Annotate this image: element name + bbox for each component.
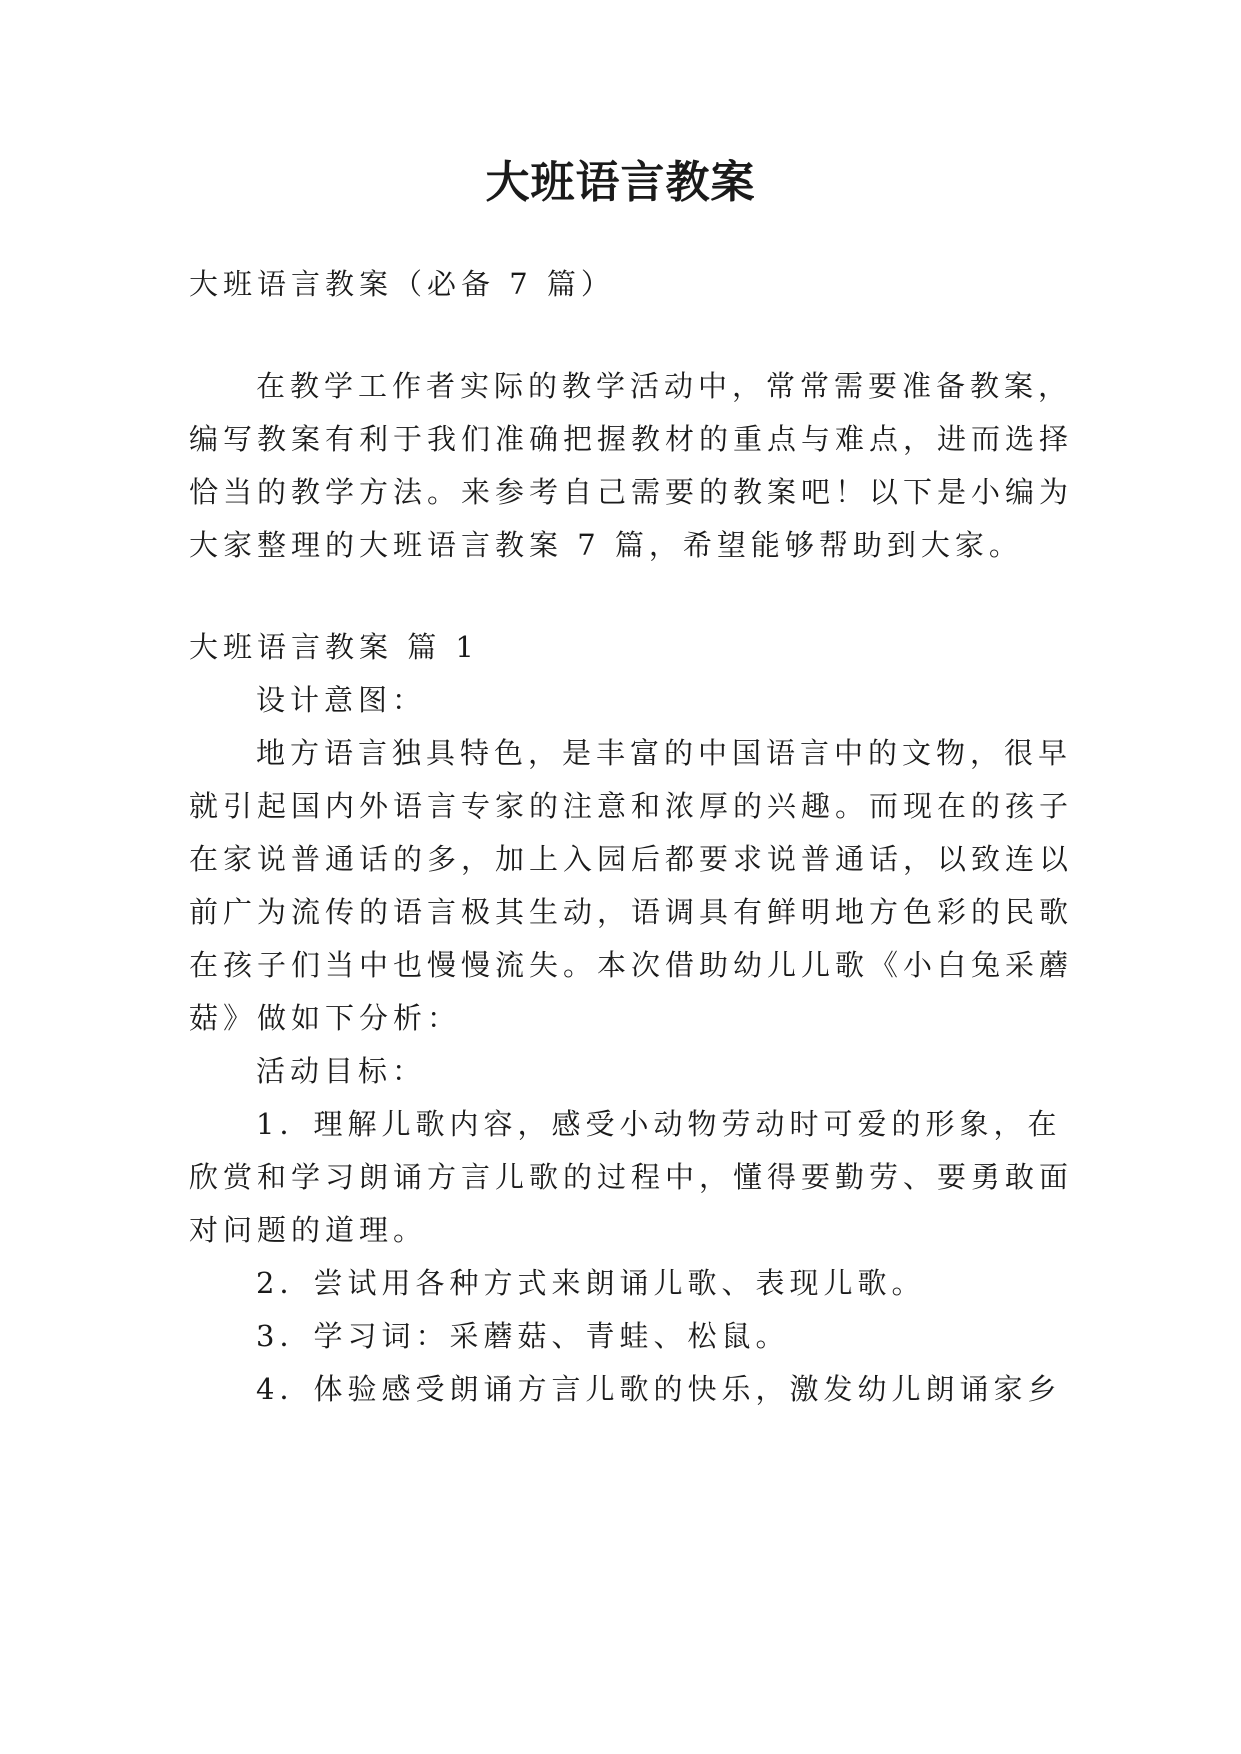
section-heading: 大班语言教案 篇 1 [189, 630, 479, 664]
design-line: 就引起国内外语言专家的注意和浓厚的兴趣。而现在的孩子 [189, 789, 1074, 823]
intro-line: 恰当的教学方法。来参考自己需要的教案吧！以下是小编为 [189, 475, 1074, 509]
goals-heading: 活动目标： [256, 1054, 427, 1088]
design-heading: 设计意图： [256, 683, 427, 717]
intro-line: 在教学工作者实际的教学活动中，常常需要准备教案， [256, 369, 1073, 403]
intro-line: 大家整理的大班语言教案 7 篇，希望能够帮助到大家。 [189, 528, 1023, 562]
goal-line: 欣赏和学习朗诵方言儿歌的过程中，懂得要勤劳、要勇敢面 [189, 1160, 1074, 1194]
document-title: 大班语言教案 [485, 157, 756, 208]
goal-line: 4．体验感受朗诵方言儿歌的快乐，激发幼儿朗诵家乡 [256, 1372, 1062, 1406]
intro-line: 编写教案有利于我们准确把握教材的重点与难点，进而选择 [189, 422, 1074, 456]
goal-line: 3．学习词：采蘑菇、青蛙、松鼠。 [256, 1319, 790, 1353]
goal-line: 对问题的道理。 [189, 1213, 428, 1247]
goal-line: 2．尝试用各种方式来朗诵儿歌、表现儿歌。 [256, 1266, 926, 1300]
design-line: 前广为流传的语言极其生动，语调具有鲜明地方色彩的民歌 [189, 895, 1074, 929]
design-line: 在家说普通话的多，加上入园后都要求说普通话，以致连以 [189, 842, 1074, 876]
document-subtitle: 大班语言教案（必备 7 篇） [189, 267, 615, 301]
design-line: 在孩子们当中也慢慢流失。本次借助幼儿儿歌《小白兔采蘑 [189, 948, 1074, 982]
design-line: 地方语言独具特色，是丰富的中国语言中的文物，很早 [256, 736, 1073, 770]
design-line: 菇》做如下分析： [189, 1001, 462, 1035]
goal-line: 1．理解儿歌内容，感受小动物劳动时可爱的形象，在 [256, 1107, 1062, 1141]
